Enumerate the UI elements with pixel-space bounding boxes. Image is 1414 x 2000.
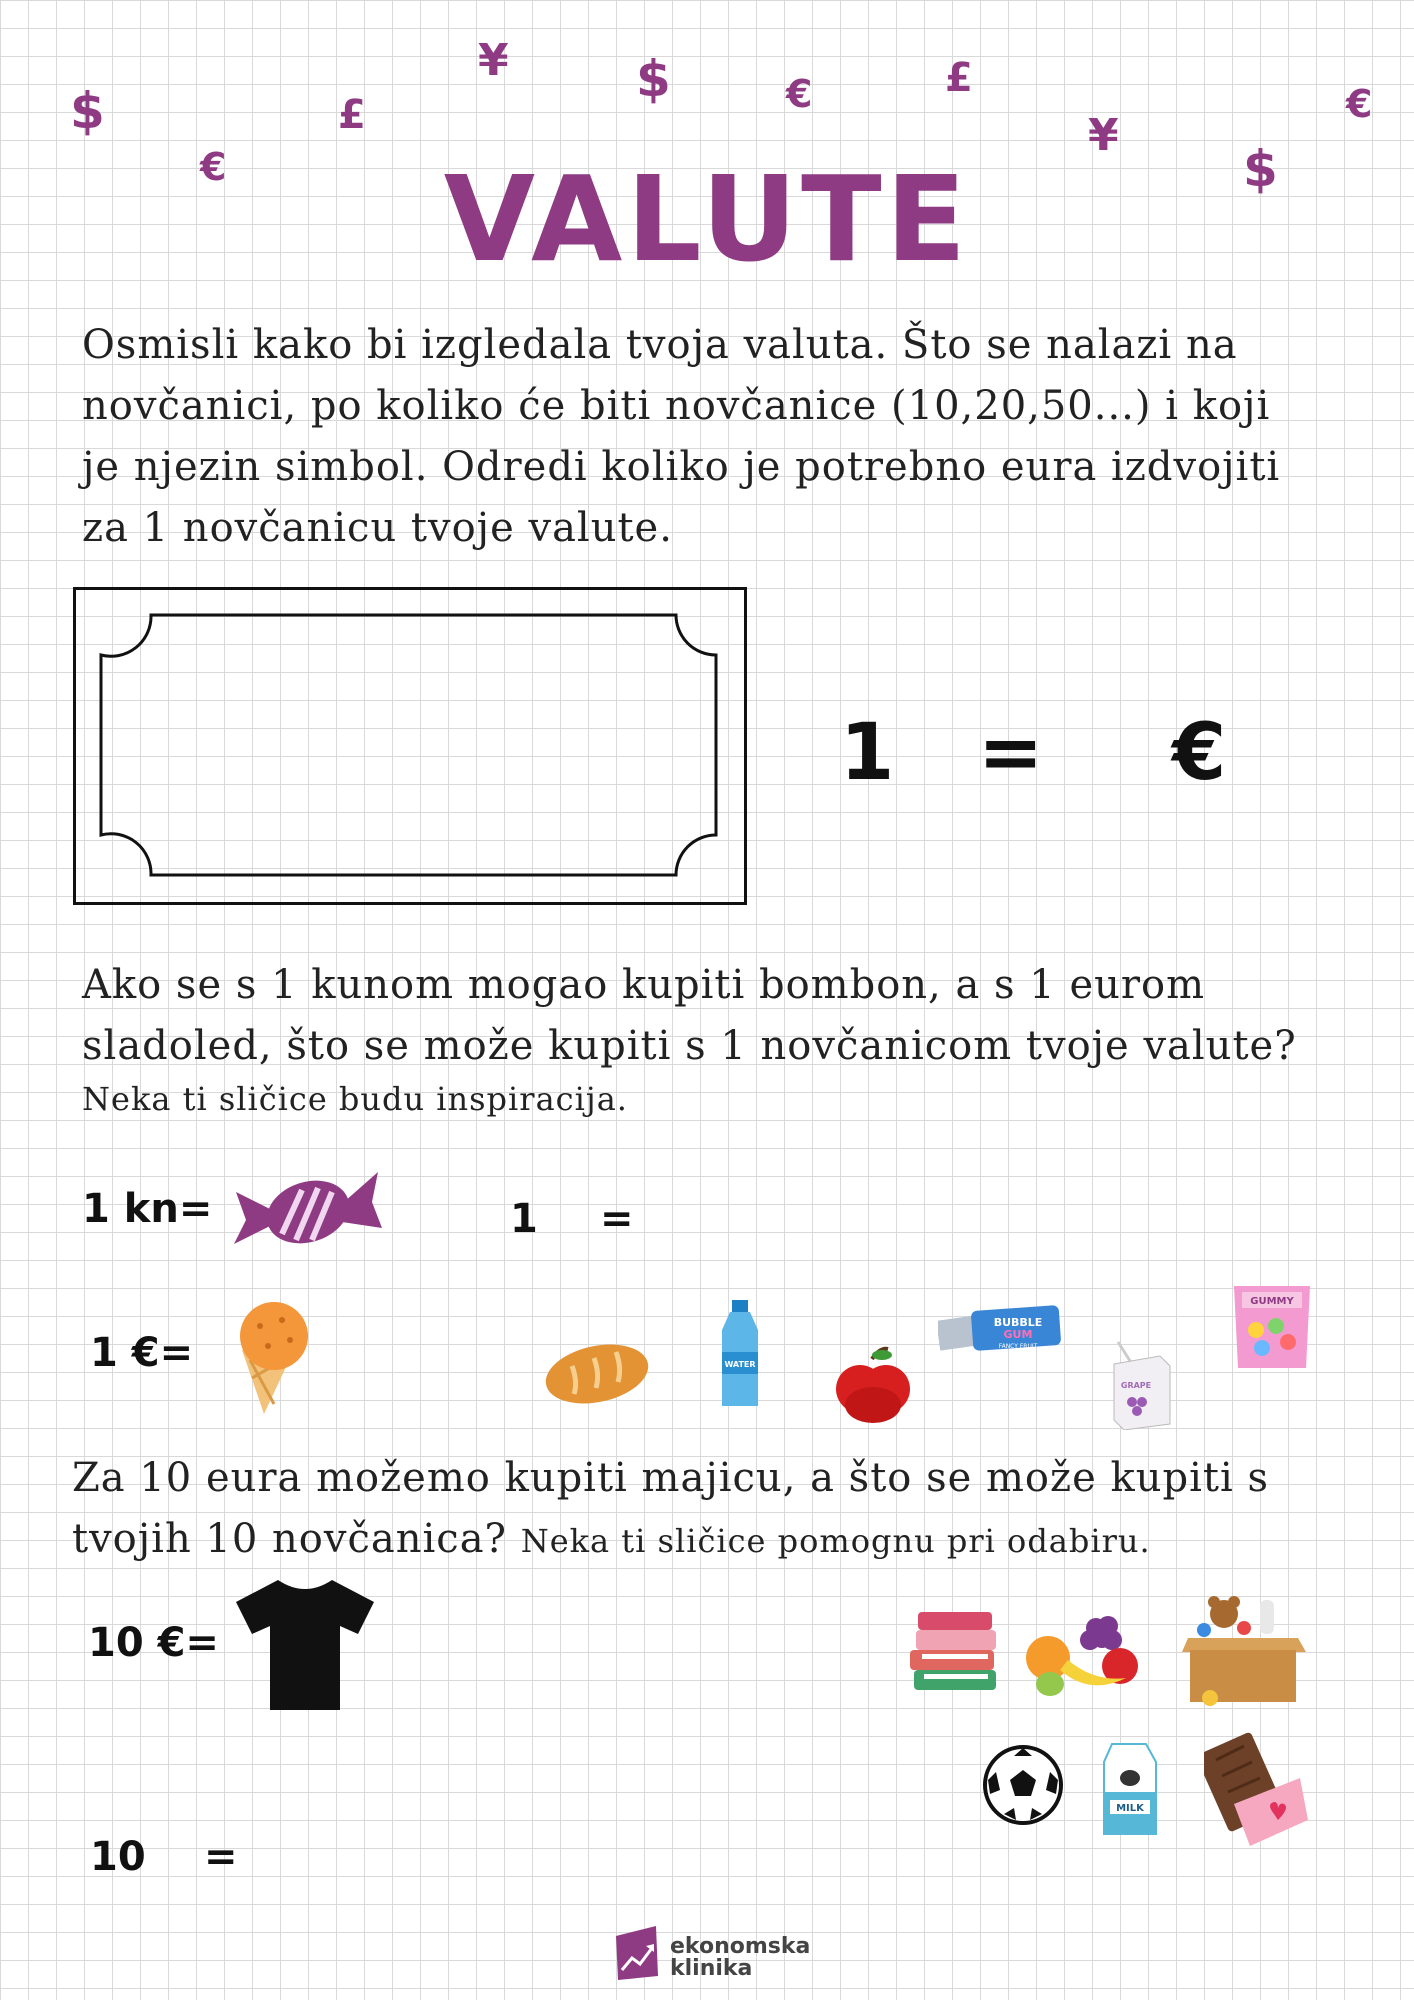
- dollar-icon: $: [70, 82, 105, 140]
- question-1: [82, 955, 1297, 1121]
- dollar-icon: $: [636, 50, 671, 108]
- gum-label: GUM: [1003, 1328, 1033, 1341]
- intro-paragraph: [82, 315, 1280, 559]
- bread-icon: [542, 1336, 652, 1408]
- logo-text: [670, 1936, 810, 1980]
- ice-cream-icon: [232, 1298, 314, 1416]
- your-equals: =: [600, 1196, 634, 1242]
- kn-equation: 1 kn=: [82, 1186, 213, 1232]
- apple-icon: [836, 1345, 910, 1423]
- tshirt-icon: [234, 1576, 376, 1714]
- banknote-frame: [76, 590, 744, 902]
- page-title: VALUTE: [443, 150, 971, 288]
- intro-line: Osmisli kako bi izgledala tvoja valuta. Što se nalazi na: [82, 322, 1238, 368]
- question-line: [72, 1509, 1269, 1572]
- gummy-label: GUMMY: [1250, 1296, 1294, 1307]
- question-line: Za 10 eura možemo kupiti majicu, a što se može kupiti s: [72, 1455, 1269, 1501]
- euro-icon: €: [786, 72, 813, 116]
- yen-icon: ¥: [1088, 110, 1119, 161]
- your-equals: =: [204, 1834, 238, 1880]
- banknote-drawing-area[interactable]: [73, 587, 747, 905]
- milk-carton-icon: [1102, 1742, 1158, 1836]
- intro-line: za 1 novčanicu tvoje valute.: [82, 505, 673, 551]
- logo-line: klinika: [670, 1956, 753, 1981]
- gum-sublabel: FANCY FRUIT: [998, 1343, 1038, 1350]
- exchange-euro: €: [1172, 708, 1227, 798]
- question-hint: Neka ti sličice budu inspiracija.: [82, 1080, 628, 1118]
- gummy-bag-icon: [1230, 1282, 1314, 1372]
- gum-label: BUBBLE: [993, 1316, 1043, 1329]
- your-one: 1: [510, 1196, 538, 1242]
- pound-icon: £: [338, 92, 366, 138]
- juice-box-icon: [1106, 1340, 1176, 1430]
- dollar-icon: $: [1243, 140, 1278, 198]
- bubble-gum-icon: [938, 1304, 1062, 1360]
- water-bottle-icon: [718, 1300, 762, 1410]
- fruits-icon: [1020, 1596, 1142, 1700]
- water-label: WATER: [724, 1360, 756, 1369]
- question-line: sladoled, što se može kupiti s 1 novčanicom tvoje valute?: [82, 1023, 1297, 1069]
- exchange-equals: =: [978, 708, 1044, 798]
- euro-icon: €: [1346, 82, 1373, 126]
- yen-icon: ¥: [478, 35, 509, 86]
- question-line-main: tvojih 10 novčanica?: [72, 1516, 507, 1562]
- soccer-ball-icon: [982, 1744, 1064, 1826]
- eur-equation: 1 €=: [90, 1330, 194, 1376]
- ekonomska-klinika-logo-icon: [612, 1924, 662, 1982]
- euro-icon: €: [200, 145, 227, 189]
- exchange-one: 1: [840, 708, 895, 798]
- intro-line: novčanici, po koliko će biti novčanice (10,20,50...) i koji: [82, 383, 1271, 429]
- question-line: Ako se s 1 kunom mogao kupiti bombon, a s 1 eurom: [82, 962, 1206, 1008]
- pound-icon: £: [945, 55, 973, 101]
- grape-label: GRAPE: [1120, 1381, 1152, 1390]
- books-icon: [908, 1608, 1002, 1694]
- eur10-equation: 10 €=: [88, 1620, 219, 1666]
- chocolate-icon: [1204, 1730, 1310, 1850]
- logo-line: ekonomska: [670, 1934, 811, 1959]
- your-ten: 10: [90, 1834, 146, 1880]
- question-2: [72, 1448, 1269, 1572]
- toy-box-icon: [1180, 1594, 1306, 1706]
- question-hint: Neka ti sličice pomognu pri odabiru.: [520, 1522, 1151, 1560]
- milk-label: MILK: [1116, 1803, 1144, 1814]
- intro-line: je njezin simbol. Odredi koliko je potrebno eura izdvojiti: [82, 444, 1281, 490]
- candy-icon: [232, 1162, 384, 1262]
